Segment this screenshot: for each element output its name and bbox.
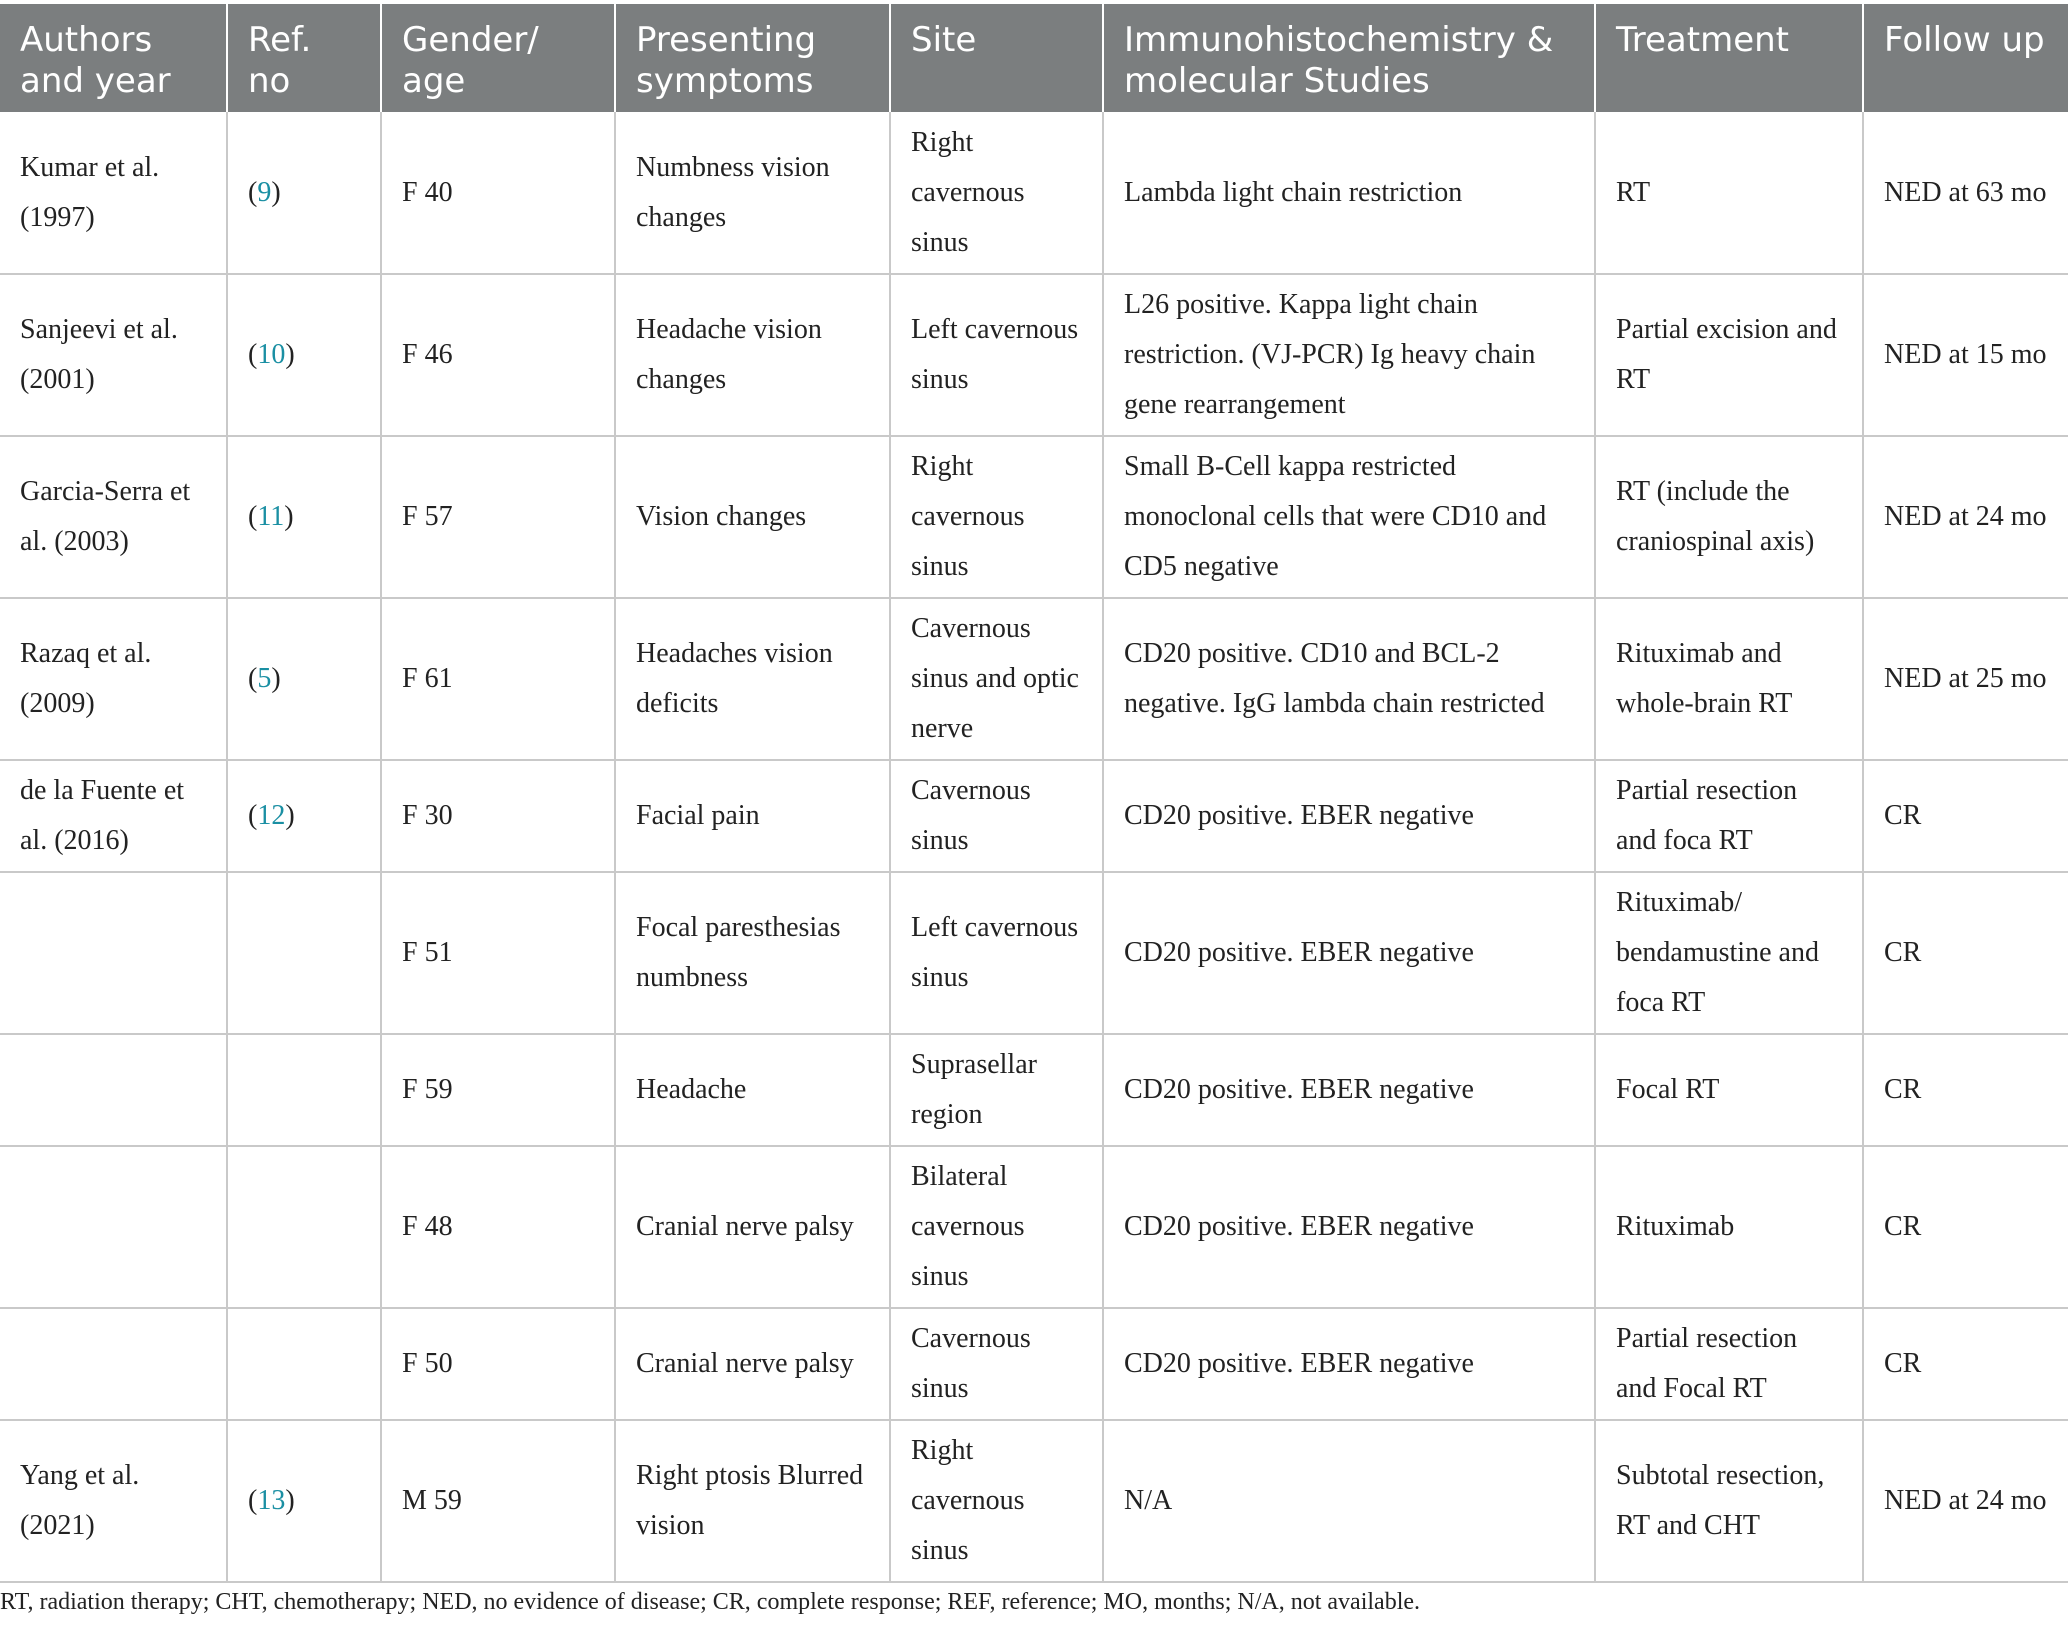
cell-ref bbox=[227, 112, 381, 274]
table-row bbox=[0, 1034, 2068, 1146]
cell-treatment: Rituximab bbox=[1595, 1146, 1863, 1308]
table-row bbox=[0, 274, 2068, 436]
cell-symptoms: Numbness vision changes bbox=[615, 112, 890, 274]
table-footnote: RT, radiation therapy; CHT, chemotherapy; NED, no evidence of disease; CR, complete response; REF, reference; MO, months; N/A, not available. bbox=[0, 1589, 1421, 1615]
cell-gender-age: F 61 bbox=[381, 598, 615, 760]
cell-site: Cavernous sinus and optic nerve bbox=[890, 598, 1103, 760]
reference-link[interactable]: 10 bbox=[257, 339, 286, 370]
cell-follow-up: CR bbox=[1863, 1308, 2068, 1420]
cell-gender-age: M 59 bbox=[381, 1420, 615, 1582]
cell-authors: Sanjeevi et al. (2001) bbox=[0, 274, 227, 436]
cell-symptoms: Cranial nerve palsy bbox=[615, 1146, 890, 1308]
cell-immunohistochemistry: Small B-Cell kappa restricted monoclonal cells that were CD10 and CD5 negative bbox=[1103, 436, 1595, 598]
cell-treatment: RT bbox=[1595, 112, 1863, 274]
cell-gender-age: F 50 bbox=[381, 1308, 615, 1420]
table-row bbox=[0, 1420, 2068, 1582]
table-row bbox=[0, 598, 2068, 760]
cell-ref bbox=[227, 1146, 381, 1308]
cell-gender-age: F 40 bbox=[381, 112, 615, 274]
cell-follow-up: CR bbox=[1863, 1146, 2068, 1308]
ref-open-paren: ( bbox=[248, 1485, 258, 1516]
reference-link[interactable]: 9 bbox=[257, 176, 272, 208]
cell-follow-up: NED at 63 mo bbox=[1863, 112, 2068, 274]
table-row bbox=[0, 1308, 2068, 1420]
reference-link[interactable]: 13 bbox=[257, 1485, 286, 1516]
cell-follow-up: NED at 15 mo bbox=[1863, 274, 2068, 436]
cell-treatment: Focal RT bbox=[1595, 1034, 1863, 1146]
cell-authors bbox=[0, 1308, 227, 1420]
cell-ref bbox=[227, 1034, 381, 1146]
cell-symptoms: Vision changes bbox=[615, 436, 890, 598]
cell-ref bbox=[227, 1420, 381, 1582]
cell-gender-age: F 57 bbox=[381, 436, 615, 598]
cell-immunohistochemistry: CD20 positive. EBER negative bbox=[1103, 872, 1595, 1034]
table-row bbox=[0, 1146, 2068, 1308]
ref-open-paren: ( bbox=[248, 176, 258, 208]
cell-immunohistochemistry: CD20 positive. EBER negative bbox=[1103, 760, 1595, 872]
cell-ref bbox=[227, 274, 381, 436]
cell-follow-up: CR bbox=[1863, 872, 2068, 1034]
ref-close-paren: ) bbox=[285, 1485, 295, 1516]
cell-treatment: Partial excision and RT bbox=[1595, 274, 1863, 436]
ref-close-paren: ) bbox=[284, 501, 294, 532]
cell-symptoms: Right ptosis Blurred vision bbox=[615, 1420, 890, 1582]
cell-immunohistochemistry: CD20 positive. EBER negative bbox=[1103, 1034, 1595, 1146]
cell-treatment: Partial resection and foca RT bbox=[1595, 760, 1863, 872]
ref-close-paren: ) bbox=[285, 800, 295, 831]
ref-open-paren: ( bbox=[248, 663, 258, 694]
cell-follow-up: CR bbox=[1863, 1034, 2068, 1146]
header-follow-up: Follow up bbox=[1863, 4, 2068, 112]
cell-site: Suprasellar region bbox=[890, 1034, 1103, 1146]
cell-gender-age: F 30 bbox=[381, 760, 615, 872]
cell-treatment: RT (include the craniospinal axis) bbox=[1595, 436, 1863, 598]
cell-symptoms: Headache bbox=[615, 1034, 890, 1146]
header-ref-no: Ref. no bbox=[227, 4, 381, 112]
header-gender-age: Gender/ age bbox=[381, 4, 615, 112]
reference-link[interactable]: 11 bbox=[257, 501, 285, 532]
cell-ref bbox=[227, 760, 381, 872]
cell-site: Right cavernous sinus bbox=[890, 112, 1103, 274]
cell-follow-up: NED at 25 mo bbox=[1863, 598, 2068, 760]
table-row bbox=[0, 872, 2068, 1034]
cell-ref bbox=[227, 1308, 381, 1420]
cell-site: Cavernous sinus bbox=[890, 760, 1103, 872]
ref-close-paren: ) bbox=[271, 176, 281, 208]
cell-site: Right cavernous sinus bbox=[890, 436, 1103, 598]
cell-symptoms: Focal paresthesias numbness bbox=[615, 872, 890, 1034]
cell-symptoms: Facial pain bbox=[615, 760, 890, 872]
cell-follow-up: CR bbox=[1863, 760, 2068, 872]
ref-open-paren: ( bbox=[248, 339, 258, 370]
cell-immunohistochemistry: CD20 positive. EBER negative bbox=[1103, 1308, 1595, 1420]
cell-ref bbox=[227, 436, 381, 598]
cell-immunohistochemistry: L26 positive. Kappa light chain restriction. (VJ-PCR) Ig heavy chain gene rearrangement bbox=[1103, 274, 1595, 436]
cell-gender-age: F 51 bbox=[381, 872, 615, 1034]
reference-link[interactable]: 5 bbox=[257, 663, 272, 694]
cell-gender-age: F 59 bbox=[381, 1034, 615, 1146]
cell-authors: Kumar et al. (1997) bbox=[0, 112, 227, 274]
table-body bbox=[0, 112, 2068, 1582]
cell-treatment: Partial resection and Focal RT bbox=[1595, 1308, 1863, 1420]
table-header-row bbox=[0, 4, 2068, 112]
cell-treatment: Subtotal resection, RT and CHT bbox=[1595, 1420, 1863, 1582]
cell-gender-age: F 46 bbox=[381, 274, 615, 436]
table-row bbox=[0, 112, 2068, 274]
cell-site: Cavernous sinus bbox=[890, 1308, 1103, 1420]
cell-site: Bilateral cavernous sinus bbox=[890, 1146, 1103, 1308]
table-row bbox=[0, 760, 2068, 872]
ref-close-paren: ) bbox=[285, 339, 295, 370]
cell-site: Right cavernous sinus bbox=[890, 1420, 1103, 1582]
cell-symptoms: Cranial nerve palsy bbox=[615, 1308, 890, 1420]
cell-ref bbox=[227, 872, 381, 1034]
cell-symptoms: Headache vision changes bbox=[615, 274, 890, 436]
cell-authors: Garcia-Serra et al. (2003) bbox=[0, 436, 227, 598]
ref-open-paren: ( bbox=[248, 501, 258, 532]
header-immunohistochemistry: Immunohistochemistry & molecular Studies bbox=[1103, 4, 1595, 112]
cell-symptoms: Headaches vision deficits bbox=[615, 598, 890, 760]
cell-gender-age: F 48 bbox=[381, 1146, 615, 1308]
header-authors-year: Authors and year bbox=[0, 4, 227, 112]
cell-authors bbox=[0, 1034, 227, 1146]
header-site: Site bbox=[890, 4, 1103, 112]
cell-site: Left cavernous sinus bbox=[890, 872, 1103, 1034]
table-row bbox=[0, 436, 2068, 598]
cell-immunohistochemistry: CD20 positive. CD10 and BCL-2 negative. IgG lambda chain restricted bbox=[1103, 598, 1595, 760]
cell-immunohistochemistry: N/A bbox=[1103, 1420, 1595, 1582]
cell-follow-up: NED at 24 mo bbox=[1863, 1420, 2068, 1582]
literature-table bbox=[0, 4, 2068, 1583]
header-treatment: Treatment bbox=[1595, 4, 1863, 112]
reference-link[interactable]: 12 bbox=[257, 800, 286, 831]
cell-immunohistochemistry: CD20 positive. EBER negative bbox=[1103, 1146, 1595, 1308]
cell-treatment: Rituximab/ bendamustine and foca RT bbox=[1595, 872, 1863, 1034]
cell-authors: Yang et al. (2021) bbox=[0, 1420, 227, 1582]
cell-authors: de la Fuente et al. (2016) bbox=[0, 760, 227, 872]
cell-authors: Razaq et al. (2009) bbox=[0, 598, 227, 760]
ref-open-paren: ( bbox=[248, 800, 258, 831]
cell-treatment: Rituximab and whole-brain RT bbox=[1595, 598, 1863, 760]
cell-ref bbox=[227, 598, 381, 760]
cell-authors bbox=[0, 872, 227, 1034]
cell-immunohistochemistry: Lambda light chain restriction bbox=[1103, 112, 1595, 274]
cell-follow-up: NED at 24 mo bbox=[1863, 436, 2068, 598]
cell-site: Left cavernous sinus bbox=[890, 274, 1103, 436]
cell-authors bbox=[0, 1146, 227, 1308]
ref-close-paren: ) bbox=[271, 663, 281, 694]
header-presenting-symptoms: Presenting symptoms bbox=[615, 4, 890, 112]
